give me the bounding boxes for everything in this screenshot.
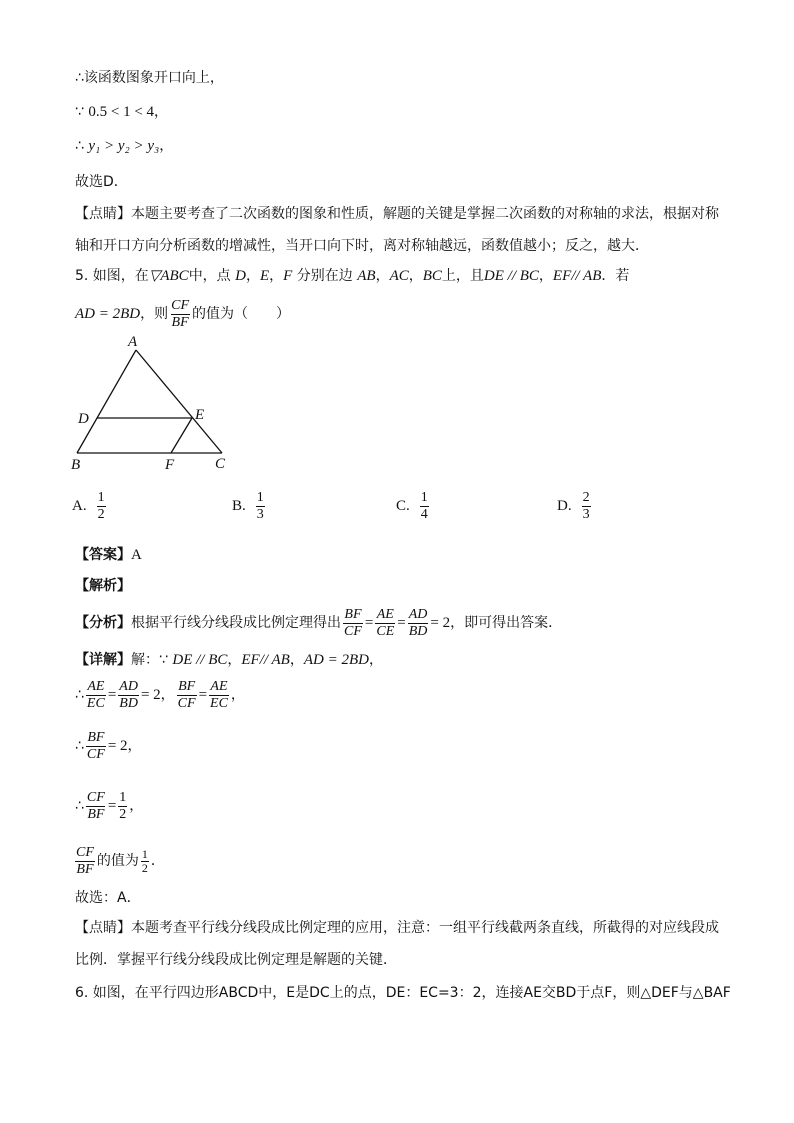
label-b: B [71, 457, 81, 473]
fraction-one-half [118, 790, 127, 823]
frac-den: BF [171, 314, 189, 330]
fenxi-line: 【分析】根据平行线分线段成比例定理得出 $\frac{BF}{CF}$ = $\frac{AE}{CE}$ = $\frac{AD}{BD}$ = 2，即可得出答案． [75, 606, 563, 639]
q5-text-f: ，则 [140, 306, 169, 322]
label-e: E [195, 407, 205, 423]
value-is-text: 的值为 [96, 853, 139, 869]
q5-text-d: 上，且 [441, 268, 484, 284]
frac-den: 2 [119, 806, 127, 822]
line-because [75, 102, 168, 122]
detail-label: 【详解】 [75, 652, 131, 668]
therefore-symbol: ∴ [75, 738, 84, 754]
frac-num: BF [87, 729, 105, 745]
q5-line-1: 5. 如图，在▽ABC中，点 D，E，F 分别在边 AB，AC，BC上，且DE // BC，EF// AB．若 [75, 268, 630, 284]
dianjing2-line-1: 【点睛】本题考查平行线分线段成比例定理的应用，注意：一组平行线截两条直线，所截得的对应线段成 [75, 920, 719, 936]
label-c: C [215, 456, 226, 472]
punct: ， [154, 104, 169, 120]
fenxi-end: ，即可得出答案． [450, 615, 563, 631]
condition-ef-ab: EF// AB [241, 652, 290, 668]
triangle-figure [65, 330, 240, 475]
de-parallel-bc: DE // BC [483, 268, 539, 284]
y-comparison: y₁ > y₂ > y₃ [88, 138, 160, 154]
frac-den: BF [76, 861, 94, 877]
choose-a-line: 故选：A． [75, 890, 141, 906]
option-b[interactable] [232, 490, 267, 523]
segment-ac [136, 350, 222, 453]
side-ab: AB [357, 268, 376, 284]
because-symbol: ∵ [75, 104, 84, 120]
option-letter: A. [72, 498, 87, 514]
punct: ． [150, 853, 165, 869]
frac-den: 3 [582, 507, 590, 522]
option-d-fraction [582, 490, 591, 523]
equals-two: = 2 [107, 738, 128, 754]
dianjing2-line-2: 比例．掌握平行线分线段成比例定理是解题的关键． [75, 952, 397, 968]
fraction-bf-cf-2 [86, 730, 106, 763]
frac-den: CF [344, 623, 362, 639]
frac-den: 2 [97, 507, 105, 522]
fenxi-label: 【分析】 [75, 615, 131, 631]
frac-den: EC [210, 695, 228, 711]
frac-num: AD [408, 606, 428, 622]
frac-num: 1 [141, 846, 148, 861]
answer-label: 【答案】 [75, 547, 131, 563]
frac-num: CF [171, 297, 190, 313]
equals-two: = 2 [430, 615, 451, 631]
inequality-expression: 0.5 < 1 < 4 [88, 104, 155, 120]
q5-text-g: 的值为（ ） [192, 306, 291, 322]
detail-line-1: 【详解】解：∵ DE // BC，EF// AB，AD = 2BD， [75, 652, 383, 668]
frac-den: BD [408, 623, 428, 639]
option-letter: D. [557, 498, 572, 514]
line-choose-d: 故选D． [75, 174, 128, 190]
detail-line-2: ∴ $\frac{AE}{EC}$ = $\frac{AD}{BD}$ = 2， $\frac{BF}{CF}$ = $\frac{AE}{EC}$ ， [75, 678, 245, 711]
detail-line-4: ∴ $\frac{CF}{BF}$ = $\frac{1}{2}$ ， [75, 789, 144, 822]
frac-num: AD [119, 678, 138, 694]
label-d: D [78, 411, 89, 427]
condition-de-bc: DE // BC [172, 652, 228, 668]
line-conclusion-open-up: ∴该函数图象开口向上， [75, 70, 224, 86]
option-letter: B. [232, 498, 246, 514]
condition-ad-2bd: AD = 2BD [303, 652, 369, 668]
point-f: F [283, 268, 293, 284]
fraction-cf-bf [86, 790, 106, 823]
q5-text-b: 中，点 [188, 268, 231, 284]
fraction-one-half-2 [141, 848, 149, 875]
frac-den: CF [177, 695, 196, 711]
option-a[interactable] [72, 490, 108, 523]
option-b-fraction [256, 490, 265, 523]
q5-text-e: ．若 [601, 268, 630, 284]
frac-den: BD [119, 695, 138, 711]
frac-den: CE [376, 623, 395, 639]
frac-num: 1 [420, 490, 428, 505]
fraction-ae-ec [86, 679, 106, 712]
side-ac: AC [389, 268, 409, 284]
detail-text: 解：∵ [131, 652, 168, 668]
fraction-ad-bd [408, 607, 429, 640]
answer-value: A [131, 547, 142, 563]
frac-num: 1 [256, 490, 264, 505]
frac-den: CF [86, 746, 105, 762]
frac-num: AE [210, 678, 228, 694]
line-therefore [75, 136, 173, 156]
fraction-ae-ec-2 [209, 679, 229, 712]
frac-den: 4 [420, 507, 428, 522]
punct: ， [159, 138, 174, 154]
frac-den: 2 [141, 860, 148, 875]
fenxi-text: 根据平行线分线段成比例定理得出 [131, 615, 341, 631]
ef-parallel-ab: EF// AB [552, 268, 602, 284]
frac-num: CF [76, 844, 94, 860]
option-d[interactable] [557, 490, 593, 523]
q5-text-a: 5. 如图，在 [75, 268, 149, 284]
frac-num: 1 [119, 789, 127, 805]
q5-text-c: 分别在边 [296, 268, 353, 284]
frac-den: BF [87, 806, 105, 822]
fraction-bf-cf [343, 607, 363, 640]
fraction-bf-cf [177, 679, 197, 712]
frac-num: BF [178, 678, 196, 694]
frac-num: 2 [582, 490, 590, 505]
ad-equals-2bd: AD = 2BD [75, 306, 141, 322]
frac-num: 1 [97, 490, 105, 505]
dianjing-line-1: 【点睛】本题主要考查了二次函数的图象和性质，解题的关键是掌握二次函数的对称轴的求法，根据对称 [75, 206, 719, 222]
frac-num: AE [376, 606, 394, 622]
option-letter: C. [396, 498, 410, 514]
side-bc: BC [422, 268, 442, 284]
answer-line [75, 545, 142, 565]
segment-ab [77, 350, 136, 453]
label-f: F [165, 457, 175, 473]
detail-line-5 [75, 841, 165, 881]
point-d: D [235, 268, 246, 284]
analysis-label: 【解析】 [75, 578, 131, 594]
therefore-symbol: ∴ [75, 798, 84, 814]
fraction-ae-ce [375, 607, 395, 640]
dianjing-line-2: 轴和开口方向分析函数的增减性，当开口向下时，离对称轴越远，函数值越小；反之，越大． [75, 238, 649, 254]
triangle-abc: ▽ABC [148, 268, 189, 284]
frac-den: EC [86, 695, 105, 711]
fraction-cf-bf [170, 298, 190, 331]
label-a: A [128, 334, 138, 350]
frac-num: BF [344, 606, 362, 622]
detail-line-3: ∴ $\frac{BF}{CF}$ = 2， [75, 729, 142, 762]
frac-den: 3 [256, 507, 264, 522]
therefore-symbol: ∴ [75, 138, 84, 154]
segment-ef [171, 418, 192, 453]
therefore-symbol: ∴ [75, 687, 84, 703]
q5-line-2 [75, 296, 290, 332]
q6-line-1: 6. 如图，在平行四边形ABCD中，E是DC上的点，DE：EC=3：2，连接AE交BD于点F，则△DEF与△BAF [75, 985, 731, 1001]
fraction-ad-bd [118, 679, 139, 712]
option-a-fraction [97, 490, 106, 523]
frac-num: CF [86, 789, 105, 805]
option-c-fraction [420, 490, 429, 523]
option-c[interactable] [396, 490, 431, 523]
point-e: E [259, 268, 270, 284]
fraction-cf-bf-2 [75, 845, 95, 878]
equals-two: = 2 [140, 687, 161, 703]
frac-num: AE [87, 678, 105, 694]
